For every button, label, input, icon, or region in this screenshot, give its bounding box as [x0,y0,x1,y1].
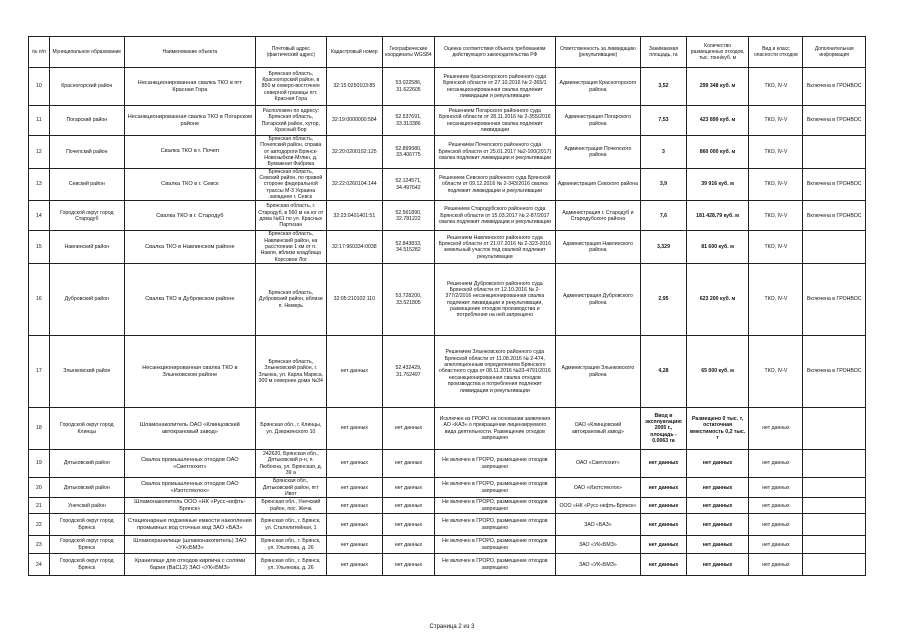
cell-waste-volume: 623 200 куб. м [686,264,748,336]
cell-municipality: Дубровский район [49,264,124,336]
cell-row-number: 24 [29,554,50,576]
cell-area: нет данных [641,498,687,514]
column-header: Почтовый адрес (фактический адрес) [255,37,326,68]
cell-legal-assessment: Решением Дубровского районного суда Брянской области от 12.10.2016 № 2-377/2/2016 несанкционированная свалка подлежит ликвидации и рекультивации, размещение отходов производства и потребления на ней запрещено [434,264,555,336]
cell-row-number: 21 [29,498,50,514]
cell-area: 3 [641,136,687,169]
cell-legal-assessment: Решением Красногорского районного суда Брянской области от 27.10.2016 № 2-365/1 несанкционированная свалка подлежит ликвидации и рекультивации [434,68,555,106]
cell-postal-address: Брянская обл., г. Брянск, ул. Сталелитейная, 1 [255,514,326,536]
column-header: Количество размещенных отходов, тыс. тонн/куб. м [686,37,748,68]
cell-additional-info [803,231,866,264]
cell-coordinates: нет данных [382,498,434,514]
cell-cadastral-number: нет данных [326,536,382,554]
cell-responsible-party: Администрация Почепского района [555,136,640,169]
cell-coordinates: нет данных [382,514,434,536]
cell-waste-volume: нет данных [686,498,748,514]
cell-cadastral-number: 32:17:960334:0038 [326,231,382,264]
cell-waste-class: ТКО, IV-V [749,68,803,106]
cell-area: 3,9 [641,168,687,201]
cell-additional-info [803,478,866,498]
cell-coordinates: 52.561890, 32.781222 [382,201,434,231]
cell-municipality: Красногорский район [49,68,124,106]
cell-row-number: 11 [29,106,50,136]
cell-waste-volume: нет данных [686,514,748,536]
cell-row-number: 18 [29,408,50,450]
cell-waste-volume: 65 000 куб. м [686,336,748,408]
cell-additional-info: Включена в ГРОНВОС [803,201,866,231]
cell-coordinates: 53.022586, 31.622605 [382,68,434,106]
cell-responsible-party: Администрация Погарского района [555,106,640,136]
cell-cadastral-number: нет данных [326,408,382,450]
cell-object-name: Стационарные подземные емкости накопления промывных вод сточных вод ЗАО «БАЗ» [124,514,255,536]
cell-row-number: 10 [29,68,50,106]
column-header: Оценка соответствия объекта требованиям действующего законодательства РФ [434,37,555,68]
cell-waste-class: нет данных [749,408,803,450]
cell-legal-assessment: Решением Почепского районного суда Брянской области от 25.01.2017 №2-100(2017) свалка подлежит ликвидации и рекультивации [434,136,555,169]
column-header: № п/п [29,37,50,68]
cell-cadastral-number: 32:23:0401401:51 [326,201,382,231]
table-row [29,68,866,106]
table-header [29,37,866,68]
cell-cadastral-number: нет данных [326,478,382,498]
cell-municipality: Городской округ город Стародуб [49,201,124,231]
cell-coordinates: 52.124571, 34.497642 [382,168,434,201]
cell-waste-class: ТКО, IV-V [749,136,803,169]
cell-area: 3,329 [641,231,687,264]
cell-postal-address: Брянская область, г. Стародуб, в 560 м на юг от дома №61 по ул. Красных Партизан [255,201,326,231]
cell-area: нет данных [641,514,687,536]
cell-waste-class: нет данных [749,514,803,536]
table-body [29,68,866,576]
cell-waste-volume: 181 428,79 куб. м [686,201,748,231]
cell-coordinates: 52.843833, 34.515282 [382,231,434,264]
cell-additional-info [803,498,866,514]
cell-waste-volume: нет данных [686,554,748,576]
cell-postal-address: Брянская область, Злынковский район, г. Злынка, ул. Карла Маркса, 300 м севернее дома №34 [255,336,326,408]
cell-municipality: Злынковский район [49,336,124,408]
cell-waste-class: нет данных [749,498,803,514]
cell-additional-info [803,136,866,169]
cell-waste-volume: нет данных [686,478,748,498]
cell-row-number: 22 [29,514,50,536]
cell-additional-info [803,554,866,576]
table-row [29,231,866,264]
cell-additional-info: Включена в ГРОНВОС [803,68,866,106]
cell-cadastral-number: 32:15:0250103:85 [326,68,382,106]
column-header: Вид и класс опасности отходов [749,37,803,68]
cell-legal-assessment: Не включен в ГРОРО, размещение отходов запрещено [434,498,555,514]
cell-row-number: 13 [29,168,50,201]
cell-municipality: Почепский район [49,136,124,169]
cell-waste-volume: Размещено 0 тыс. т, остаточная вместимость 0,2 тыс. т [686,408,748,450]
table-row [29,136,866,169]
cell-row-number: 14 [29,201,50,231]
cell-legal-assessment: Не включен в ГРОРО, размещение отходов запрещено [434,478,555,498]
cell-waste-volume: нет данных [686,536,748,554]
cell-object-name: Несанкционированная свалка ТКО в Злынковском районе [124,336,255,408]
cell-responsible-party: ООО «НК «Русс-нефть-Брянск» [555,498,640,514]
table-row [29,106,866,136]
cell-waste-class: нет данных [749,450,803,478]
cell-responsible-party: Администрация г. Стародуб и Стародубского района [555,201,640,231]
cell-object-name: Несанкционированная свалка ТКО в Погарском районе [124,106,255,136]
cell-legal-assessment: Не включен в ГРОРО, размещение отходов запрещено [434,450,555,478]
cell-legal-assessment: Решением Навлинского районного суда Брянской области от 21.07.2016 № 2-323-2016 земельный участок под свалкой подлежит рекультивации [434,231,555,264]
cell-municipality: Дятьковский район [49,450,124,478]
cell-postal-address: Расположен по адресу: Брянская область, Погарский район, хутор, Красный Бор [255,106,326,136]
cell-waste-class: ТКО, IV-V [749,336,803,408]
cell-legal-assessment: Решением Севского районного суда Брянской области от 09.12.2016 № 2-343/2016 свалка подлежит ликвидации и рекультивации [434,168,555,201]
cell-responsible-party: ОАО «Клинцовский автокрановый завод» [555,408,640,450]
cell-responsible-party: ЗАО «БАЗ» [555,514,640,536]
cell-waste-class: нет данных [749,554,803,576]
cell-waste-class: ТКО, IV-V [749,264,803,336]
page-number: Страница 2 из 3 [429,624,475,630]
cell-object-name: Свалка промышленных отходов ОАО «Светлохит» [124,450,255,478]
cell-cadastral-number: нет данных [326,498,382,514]
cell-waste-volume: 299 348 куб. м [686,68,748,106]
cell-waste-volume: 81 600 куб. м [686,231,748,264]
cell-area: нет данных [641,450,687,478]
cell-additional-info: Включена в ГРОНВОС [803,336,866,408]
table-row [29,554,866,576]
cell-coordinates: 52.899980, 33.406775 [382,136,434,169]
cell-row-number: 17 [29,336,50,408]
cell-cadastral-number: нет данных [326,554,382,576]
column-header: Географические координаты WGS84 [382,37,434,68]
cell-row-number: 19 [29,450,50,478]
cell-object-name: Шламохранилище (шламонакопитель) ЗАО «УК«БМЗ» [124,536,255,554]
cell-cadastral-number: 32:19:0000000:584 [326,106,382,136]
cell-row-number: 15 [29,231,50,264]
cell-waste-class: ТКО, IV-V [749,106,803,136]
cell-additional-info: Включена в ГРОНВОС [803,106,866,136]
cell-additional-info [803,514,866,536]
cell-row-number: 20 [29,478,50,498]
cell-coordinates: нет данных [382,408,434,450]
column-header: Занимаемая площадь, га [641,37,687,68]
cell-postal-address: Брянская область, Севский район, по правой стороне федеральной трассы М-3 Украина западнее г. Севск [255,168,326,201]
cell-legal-assessment: Исключен из ГРОРО на основании заявления АО «КАЗ» о прекращении лицензируемого вида деятельности. Размещение отходов запрещено [434,408,555,450]
cell-area: 7,53 [641,106,687,136]
cell-legal-assessment: Не включен в ГРОРО, размещение отходов запрещено [434,536,555,554]
cell-object-name: Свалка ТКО в г. Стародуб [124,201,255,231]
cell-municipality: Дятьковский район [49,478,124,498]
cell-coordinates: нет данных [382,536,434,554]
cell-waste-class: ТКО, IV-V [749,231,803,264]
cell-responsible-party: Администрация Севского района [555,168,640,201]
cell-municipality: Городской округ город Брянск [49,514,124,536]
table-row [29,514,866,536]
cell-additional-info [803,408,866,450]
cell-responsible-party: Администрация Красногорского района [555,68,640,106]
cell-area: нет данных [641,478,687,498]
cell-waste-class: ТКО, IV-V [749,168,803,201]
cell-municipality: Городской округ город Брянск [49,536,124,554]
cell-area: 2,95 [641,264,687,336]
cell-area: 4,28 [641,336,687,408]
cell-postal-address: Брянская обл., Унечский район, пос. Жеча [255,498,326,514]
cell-responsible-party: Администрация Навлинского района [555,231,640,264]
cell-additional-info [803,536,866,554]
table-row [29,536,866,554]
cell-coordinates: 52.432429, 31.762497 [382,336,434,408]
cell-cadastral-number: 32:05:210102:110 [326,264,382,336]
cell-coordinates: 53.728200, 33.521805 [382,264,434,336]
cell-row-number: 12 [29,136,50,169]
cell-coordinates: 52.537691, 33.313386 [382,106,434,136]
cell-municipality: Навлинский район [49,231,124,264]
cell-legal-assessment: Решением Погарского районного суда Брянской области от 28.11.2016 № 2-355/2016 несанкционированная свалка подлежит ликвидации [434,106,555,136]
cell-legal-assessment: Не включен в ГРОРО, размещение отходов запрещено [434,554,555,576]
cell-postal-address: Брянская область, Почепский район, справа от автодороги Брянск-Новозыбков-Мглин, д. Бумажная Фабрика [255,136,326,169]
cell-object-name: Шламонакопитель ООО «НК «Русс-нефть-Брянск» [124,498,255,514]
cell-object-name: Шламонакопитель ОАО «Клинцовский автокрановый завод» [124,408,255,450]
table-row [29,264,866,336]
cell-responsible-party: Администрация Дубровского района [555,264,640,336]
table-row [29,201,866,231]
cell-area: нет данных [641,554,687,576]
cell-object-name: Свалка ТКО в г. Почеп [124,136,255,169]
table-row [29,336,866,408]
cell-object-name: Свалка ТКО в Дубровском районе [124,264,255,336]
cell-postal-address: 242620, Брянская обл., Дятьковский р-н, п. Любохна, ул. Брянская, д. 39 а [255,450,326,478]
cell-legal-assessment: Решением Злынковского районного суда Брянской области от 11.08.2016 № 2-474, апелляционным определением Брянского областного суда от 08.11.2016 №33-4791/2016 несанкционированная свалка отходов производства и потребления подлежит ликвидации и рекультивации [434,336,555,408]
cell-postal-address: Брянская обл., г. Брянск, ул. Ульянова, д. 26 [255,554,326,576]
cell-responsible-party: Администрация Злынковского района [555,336,640,408]
cell-additional-info: Включена в ГРОНВОС [803,264,866,336]
cell-waste-class: ТКО, IV-V [749,201,803,231]
column-header: Дополнительная информация [803,37,866,68]
cell-postal-address: Брянская область, Дубровский район, вблизи п. Немерь [255,264,326,336]
cell-responsible-party: ОАО «Изотстеклох» [555,478,640,498]
cell-object-name: Хранилище для отходов кирпича с солями бария (BaCL2) ЗАО «УК«БМЗ» [124,554,255,576]
cell-waste-volume: 39 916 куб. м [686,168,748,201]
cell-cadastral-number: 32:22:0260104:144 [326,168,382,201]
cell-area: 3,52 [641,68,687,106]
cell-additional-info [803,450,866,478]
cell-responsible-party: ОАО «Светлохит» [555,450,640,478]
cell-waste-volume: нет данных [686,450,748,478]
column-header: Ответственность за ликвидацию (рекультивацию) [555,37,640,68]
cell-row-number: 16 [29,264,50,336]
cell-responsible-party: ЗАО «УК«БМЗ» [555,554,640,576]
cell-cadastral-number: 32:20:0200102:125 [326,136,382,169]
cell-postal-address: Брянская область, Красногорский район, в 850 м северо-восточнее северной границы пгт. Красная Гора [255,68,326,106]
cell-object-name: Свалка промышленных отходов ОАО «Изотстеклох» [124,478,255,498]
header-row [29,37,866,68]
cell-postal-address: Брянская обл., Дятьковский район, пгт Ивот [255,478,326,498]
table-row [29,478,866,498]
column-header: Наименование объекта [124,37,255,68]
column-header: Муниципальное образование [49,37,124,68]
cell-waste-volume: 423 899 куб. м [686,106,748,136]
table-row [29,168,866,201]
cell-waste-volume: 860 000 куб. м [686,136,748,169]
cell-legal-assessment: Решением Стародубского районного суда Брянской области от 15.03.2017 № 2-87/2017 свалка подлежит ликвидации и рекультивации [434,201,555,231]
cell-coordinates: нет данных [382,554,434,576]
waste-sites-table [28,36,866,576]
cell-additional-info: Включена в ГРОНВОС [803,168,866,201]
cell-object-name: Несанкционированная свалка ТКО в пгт Красная Гора [124,68,255,106]
cell-municipality: Севский район [49,168,124,201]
table-row [29,450,866,478]
table-row [29,498,866,514]
column-header: Кадастровый номер [326,37,382,68]
cell-area: нет данных [641,536,687,554]
cell-responsible-party: ЗАО «УК«БМЗ» [555,536,640,554]
cell-municipality: Городской округ город Клинцы [49,408,124,450]
cell-object-name: Свалка ТКО в г. Севск [124,168,255,201]
cell-legal-assessment: Не включен в ГРОРО, размещение отходов запрещено [434,514,555,536]
cell-waste-class: нет данных [749,536,803,554]
cell-cadastral-number: нет данных [326,450,382,478]
cell-municipality: Погарский район [49,106,124,136]
cell-row-number: 23 [29,536,50,554]
cell-waste-class: нет данных [749,478,803,498]
cell-postal-address: Брянская обл., г. Клинцы, ул. Дзержинского 10 [255,408,326,450]
cell-area: Ввод в эксплуатацию 2005 г., площадь - 0,0063 га [641,408,687,450]
cell-cadastral-number: нет данных [326,514,382,536]
cell-cadastral-number: нет данных [326,336,382,408]
table-row [29,408,866,450]
cell-municipality: Унечский район [49,498,124,514]
cell-area: 7,6 [641,201,687,231]
cell-coordinates: нет данных [382,478,434,498]
cell-postal-address: Брянская область, Навлинский район, на расстоянии 1 км от п. Навля, вблизи кладбища Корсовое Лог [255,231,326,264]
cell-municipality: Городской округ город Брянск [49,554,124,576]
cell-object-name: Свалка ТКО в Навлинском районе [124,231,255,264]
cell-postal-address: Брянская обл., г. Брянск, ул. Ульянова, д. 26 [255,536,326,554]
cell-coordinates: нет данных [382,450,434,478]
